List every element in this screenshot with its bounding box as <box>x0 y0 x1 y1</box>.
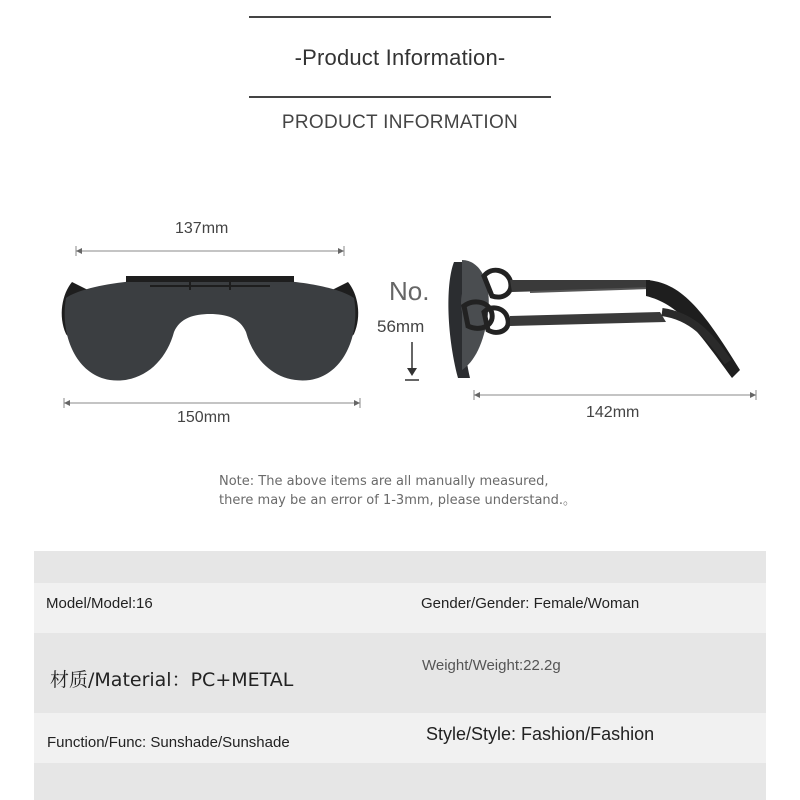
note-line-2: there may be an error of 1-3mm, please understand.。 <box>219 493 577 508</box>
frame-width-arrow <box>58 396 366 410</box>
note-line-1: Note: The above items are all manually measured, <box>219 474 549 489</box>
header-top-rule <box>249 16 551 18</box>
lens-height-no-label: No. <box>389 276 430 306</box>
temple-length-label: 142mm <box>586 404 640 421</box>
lens-width-label: 137mm <box>175 220 229 237</box>
glasses-front-view <box>40 262 380 392</box>
glasses-side-view <box>440 252 760 392</box>
page-subtitle: PRODUCT INFORMATION <box>281 112 519 133</box>
measurement-note <box>219 472 619 510</box>
page-title: -Product Information- <box>294 45 506 70</box>
spec-style: Style/Style: Fashion/Fashion <box>426 724 655 744</box>
spec-band-1 <box>34 551 766 583</box>
spec-function: Function/Func: Sunshade/Sunshade <box>47 734 290 751</box>
spec-band-5 <box>34 763 766 800</box>
frame-width-label: 150mm <box>177 409 231 426</box>
lens-width-arrow <box>70 244 350 258</box>
spec-gender: Gender/Gender: Female/Woman <box>421 595 640 612</box>
spec-model: Model/Model:16 <box>46 595 153 612</box>
lens-height-arrow <box>402 340 422 384</box>
spec-weight: Weight/Weight:22.2g <box>422 657 561 674</box>
lens-height-label: 56mm <box>377 317 425 336</box>
spec-material: 材质/Material：PC+METAL <box>50 669 294 691</box>
temple-length-arrow <box>468 388 762 402</box>
header-bottom-rule <box>249 96 551 98</box>
